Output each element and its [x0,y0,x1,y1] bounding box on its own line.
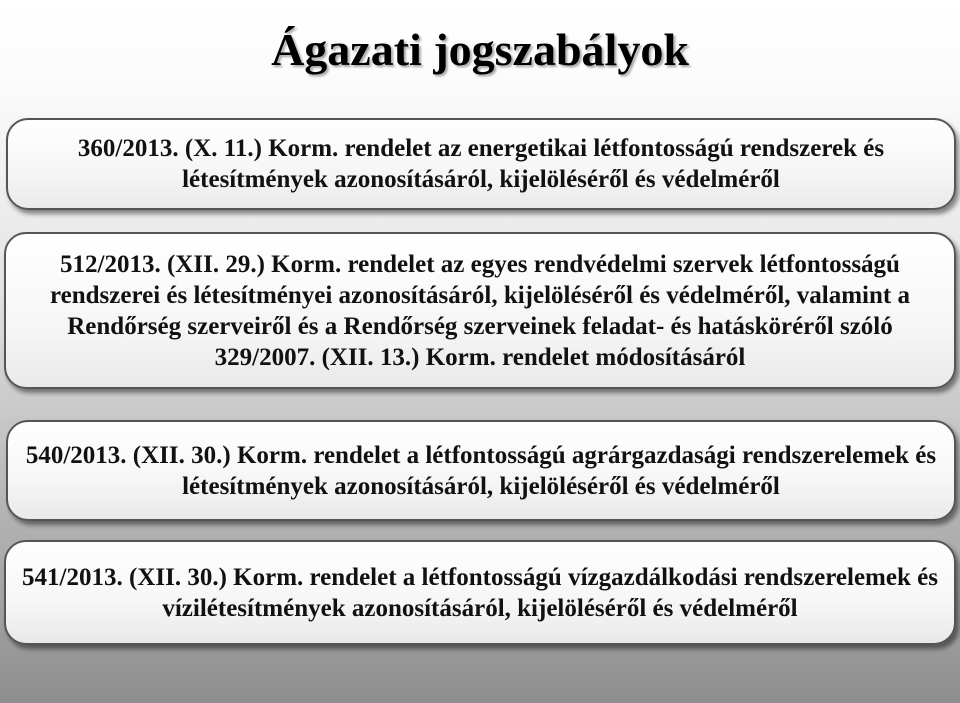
regulation-box-541-2013 [4,540,956,645]
slide-title: Ágazati jogszabályok [271,24,689,75]
regulation-box-540-2013 [6,420,956,521]
regulation-box-512-2013 [4,232,956,389]
regulation-box-360-2013 [6,118,956,210]
regulation-text: 360/2013. (X. 11.) Korm. rendelet az energetikai létfontosságú rendszerek és létesítmények azonosításáról, kijelöléséről és védelméről [77,135,885,193]
regulation-text: 541/2013. (XII. 30.) Korm. rendelet a létfontosságú vízgazdálkodási rendszerelemek és vízilétesítmények azonosításáról, kijelöléséről és védelméről [22,563,938,622]
regulation-text: 540/2013. (XII. 30.) Korm. rendelet a létfontosságú agrárgazdasági rendszerelemek és létesítmények azonosításáról, kijelöléséről és védelméről [25,441,937,500]
regulation-text: 512/2013. (XII. 29.) Korm. rendelet az egyes rendvédelmi szervek létfontosságú rendszerei és létesítményei azonosításáról, kijelöléséről és védelméről, valamint a Rendőrség szerveiről és a Rendőrség szerveinek feladat- és hatásköréről szóló 329/2007. (XII. 13.) Korm. rendelet módosításáról [50,250,910,371]
